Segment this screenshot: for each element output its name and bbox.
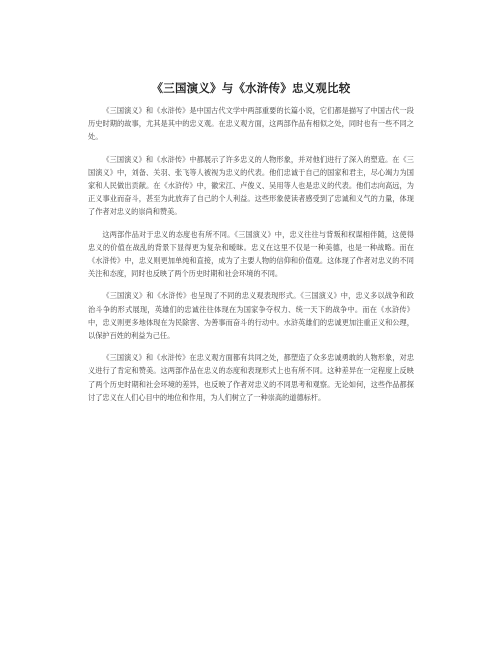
paragraph-5: 《三国演义》和《水浒传》在忠义观方面都有共同之处，都塑造了众多忠诚勇敢的人物形象，对忠义进行了肯定和赞美。这两部作品在忠义的态度和表现形式上也有所不同。这种差异在一定程度上反映了两个历史时期和社会环境的差异，也反映了作者对忠义的不同思考和观察。无论如何，这些作品都探讨了忠义在人们心目中的地位和作用，为人们树立了一种崇高的道德标杆。	[88, 353, 414, 402]
document-body	[88, 104, 414, 413]
paragraph-4: 《三国演义》和《水浒传》也呈现了不同的忠义观表现形式。《三国演义》中，忠义多以战争和政治斗争的形式展现，英雄们的忠诚往往体现在为国家争夺权力、统一天下的战争中。而在《水浒传》中，忠义则更多地体现在为民除害、为善事而奋斗的行动中。水浒英雄们的忠诚更加注重正义和公理，以保护百姓的利益为己任。	[88, 291, 414, 341]
paragraph-3: 这两部作品对于忠义的态度也有所不同。《三国演义》中，忠义往往与背叛和权谋相伴随，这使得忠义的价值在战乱的背景下显得更为复杂和暧昧。忠义在这里不仅是一种美德，也是一种战略。而在《水浒传》中，忠义则更加单纯和直接，成为了主要人物的信仰和价值观。这体现了作者对忠义的不同关注和态度，同时也反映了两个历史时期和社会环境的不同。	[88, 229, 414, 279]
paragraph-1: 《三国演义》和《水浒传》是中国古代文学中两部重要的长篇小说，它们都是描写了中国古代一段历史时期的故事，尤其是其中的忠义观。在忠义观方面，这两部作品有相似之处，同时也有一些不同之处。	[88, 106, 414, 142]
paragraph-2: 《三国演义》和《水浒传》中都展示了许多忠义的人物形象，并对他们进行了深入的塑造。在《三国演义》中，刘备、关羽、张飞等人被视为忠义的代表。他们忠诚于自己的国家和君主，尽心竭力为国家和人民做出贡献。在《水浒传》中，徽宋江、卢俊义、吴用等人也是忠义的代表。他们志向高远，为正义事业而奋斗，甚至为此放弃了自己的个人利益。这些形象使读者感受到了忠诚和义气的力量，体现了作者对忠义的崇尚和赞美。	[88, 154, 414, 217]
document-title: 《三国演义》与《水浒传》忠义观比较	[151, 81, 351, 95]
